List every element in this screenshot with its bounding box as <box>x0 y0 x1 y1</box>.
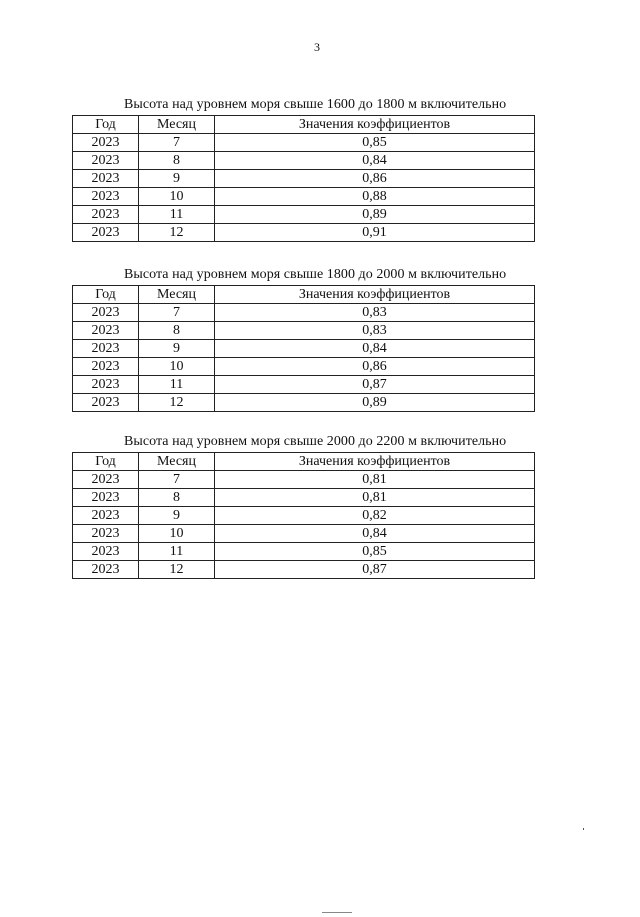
cell-value: 0,87 <box>215 561 535 579</box>
cell-year: 2023 <box>73 340 139 358</box>
cell-value: 0,89 <box>215 394 535 412</box>
cell-value: 0,86 <box>215 358 535 376</box>
table-row <box>73 507 535 525</box>
cell-month: 7 <box>139 471 215 489</box>
section-title: Высота над уровнем моря свыше 2000 до 2200 м включительно <box>124 434 507 449</box>
cell-value: 0,89 <box>215 206 535 224</box>
cell-month: 10 <box>139 188 215 206</box>
cell-value: 0,88 <box>215 188 535 206</box>
cell-value: 0,83 <box>215 322 535 340</box>
header-year: Год <box>73 453 139 471</box>
cell-month: 7 <box>139 304 215 322</box>
cell-month: 7 <box>139 134 215 152</box>
header-month: Месяц <box>139 116 215 134</box>
header-value: Значения коэффициентов <box>215 286 535 304</box>
table-row <box>73 322 535 340</box>
cell-month: 9 <box>139 507 215 525</box>
table-row <box>73 170 535 188</box>
cell-year: 2023 <box>73 561 139 579</box>
cell-year: 2023 <box>73 188 139 206</box>
coefficient-table <box>72 115 535 242</box>
cell-month: 11 <box>139 543 215 561</box>
cell-year: 2023 <box>73 206 139 224</box>
cell-value: 0,81 <box>215 489 535 507</box>
cell-value: 0,87 <box>215 376 535 394</box>
table-row <box>73 376 535 394</box>
cell-month: 8 <box>139 322 215 340</box>
cell-value: 0,84 <box>215 340 535 358</box>
table-row <box>73 188 535 206</box>
cell-year: 2023 <box>73 304 139 322</box>
cell-month: 8 <box>139 489 215 507</box>
cell-year: 2023 <box>73 525 139 543</box>
cell-month: 10 <box>139 525 215 543</box>
cell-value: 0,91 <box>215 224 535 242</box>
header-year: Год <box>73 286 139 304</box>
cell-value: 0,81 <box>215 471 535 489</box>
cell-year: 2023 <box>73 134 139 152</box>
header-value: Значения коэффициентов <box>215 453 535 471</box>
table-header-row <box>73 286 535 304</box>
coefficient-table <box>72 452 535 579</box>
table-row <box>73 152 535 170</box>
cell-month: 12 <box>139 224 215 242</box>
cell-month: 12 <box>139 394 215 412</box>
coefficient-table <box>72 285 535 412</box>
table-row <box>73 224 535 242</box>
table-row <box>73 525 535 543</box>
cell-year: 2023 <box>73 358 139 376</box>
cell-month: 9 <box>139 340 215 358</box>
header-year: Год <box>73 116 139 134</box>
cell-value: 0,83 <box>215 304 535 322</box>
table-row <box>73 471 535 489</box>
header-month: Месяц <box>139 286 215 304</box>
cell-year: 2023 <box>73 394 139 412</box>
table-row <box>73 358 535 376</box>
cell-value: 0,85 <box>215 543 535 561</box>
table-header-row <box>73 453 535 471</box>
table-row <box>73 543 535 561</box>
cell-month: 10 <box>139 358 215 376</box>
header-value: Значения коэффициентов <box>215 116 535 134</box>
header-month: Месяц <box>139 453 215 471</box>
table-header-row <box>73 116 535 134</box>
table-row <box>73 561 535 579</box>
cell-year: 2023 <box>73 507 139 525</box>
table-row <box>73 304 535 322</box>
table-row <box>73 340 535 358</box>
cell-month: 11 <box>139 376 215 394</box>
cell-year: 2023 <box>73 376 139 394</box>
cell-year: 2023 <box>73 152 139 170</box>
section-title: Высота над уровнем моря свыше 1800 до 2000 м включительно <box>124 267 507 282</box>
cell-month: 11 <box>139 206 215 224</box>
cell-year: 2023 <box>73 322 139 340</box>
cell-year: 2023 <box>73 489 139 507</box>
cell-month: 12 <box>139 561 215 579</box>
cell-value: 0,84 <box>215 152 535 170</box>
cell-year: 2023 <box>73 170 139 188</box>
page-number: 3 <box>314 40 320 54</box>
scan-artifact <box>583 828 584 830</box>
cell-value: 0,82 <box>215 507 535 525</box>
cell-year: 2023 <box>73 224 139 242</box>
scan-artifact <box>322 912 352 913</box>
cell-value: 0,84 <box>215 525 535 543</box>
table-row <box>73 489 535 507</box>
cell-year: 2023 <box>73 543 139 561</box>
section-title: Высота над уровнем моря свыше 1600 до 1800 м включительно <box>124 97 507 112</box>
table-row <box>73 134 535 152</box>
cell-month: 9 <box>139 170 215 188</box>
table-row <box>73 394 535 412</box>
cell-year: 2023 <box>73 471 139 489</box>
table-row <box>73 206 535 224</box>
cell-value: 0,85 <box>215 134 535 152</box>
cell-value: 0,86 <box>215 170 535 188</box>
cell-month: 8 <box>139 152 215 170</box>
